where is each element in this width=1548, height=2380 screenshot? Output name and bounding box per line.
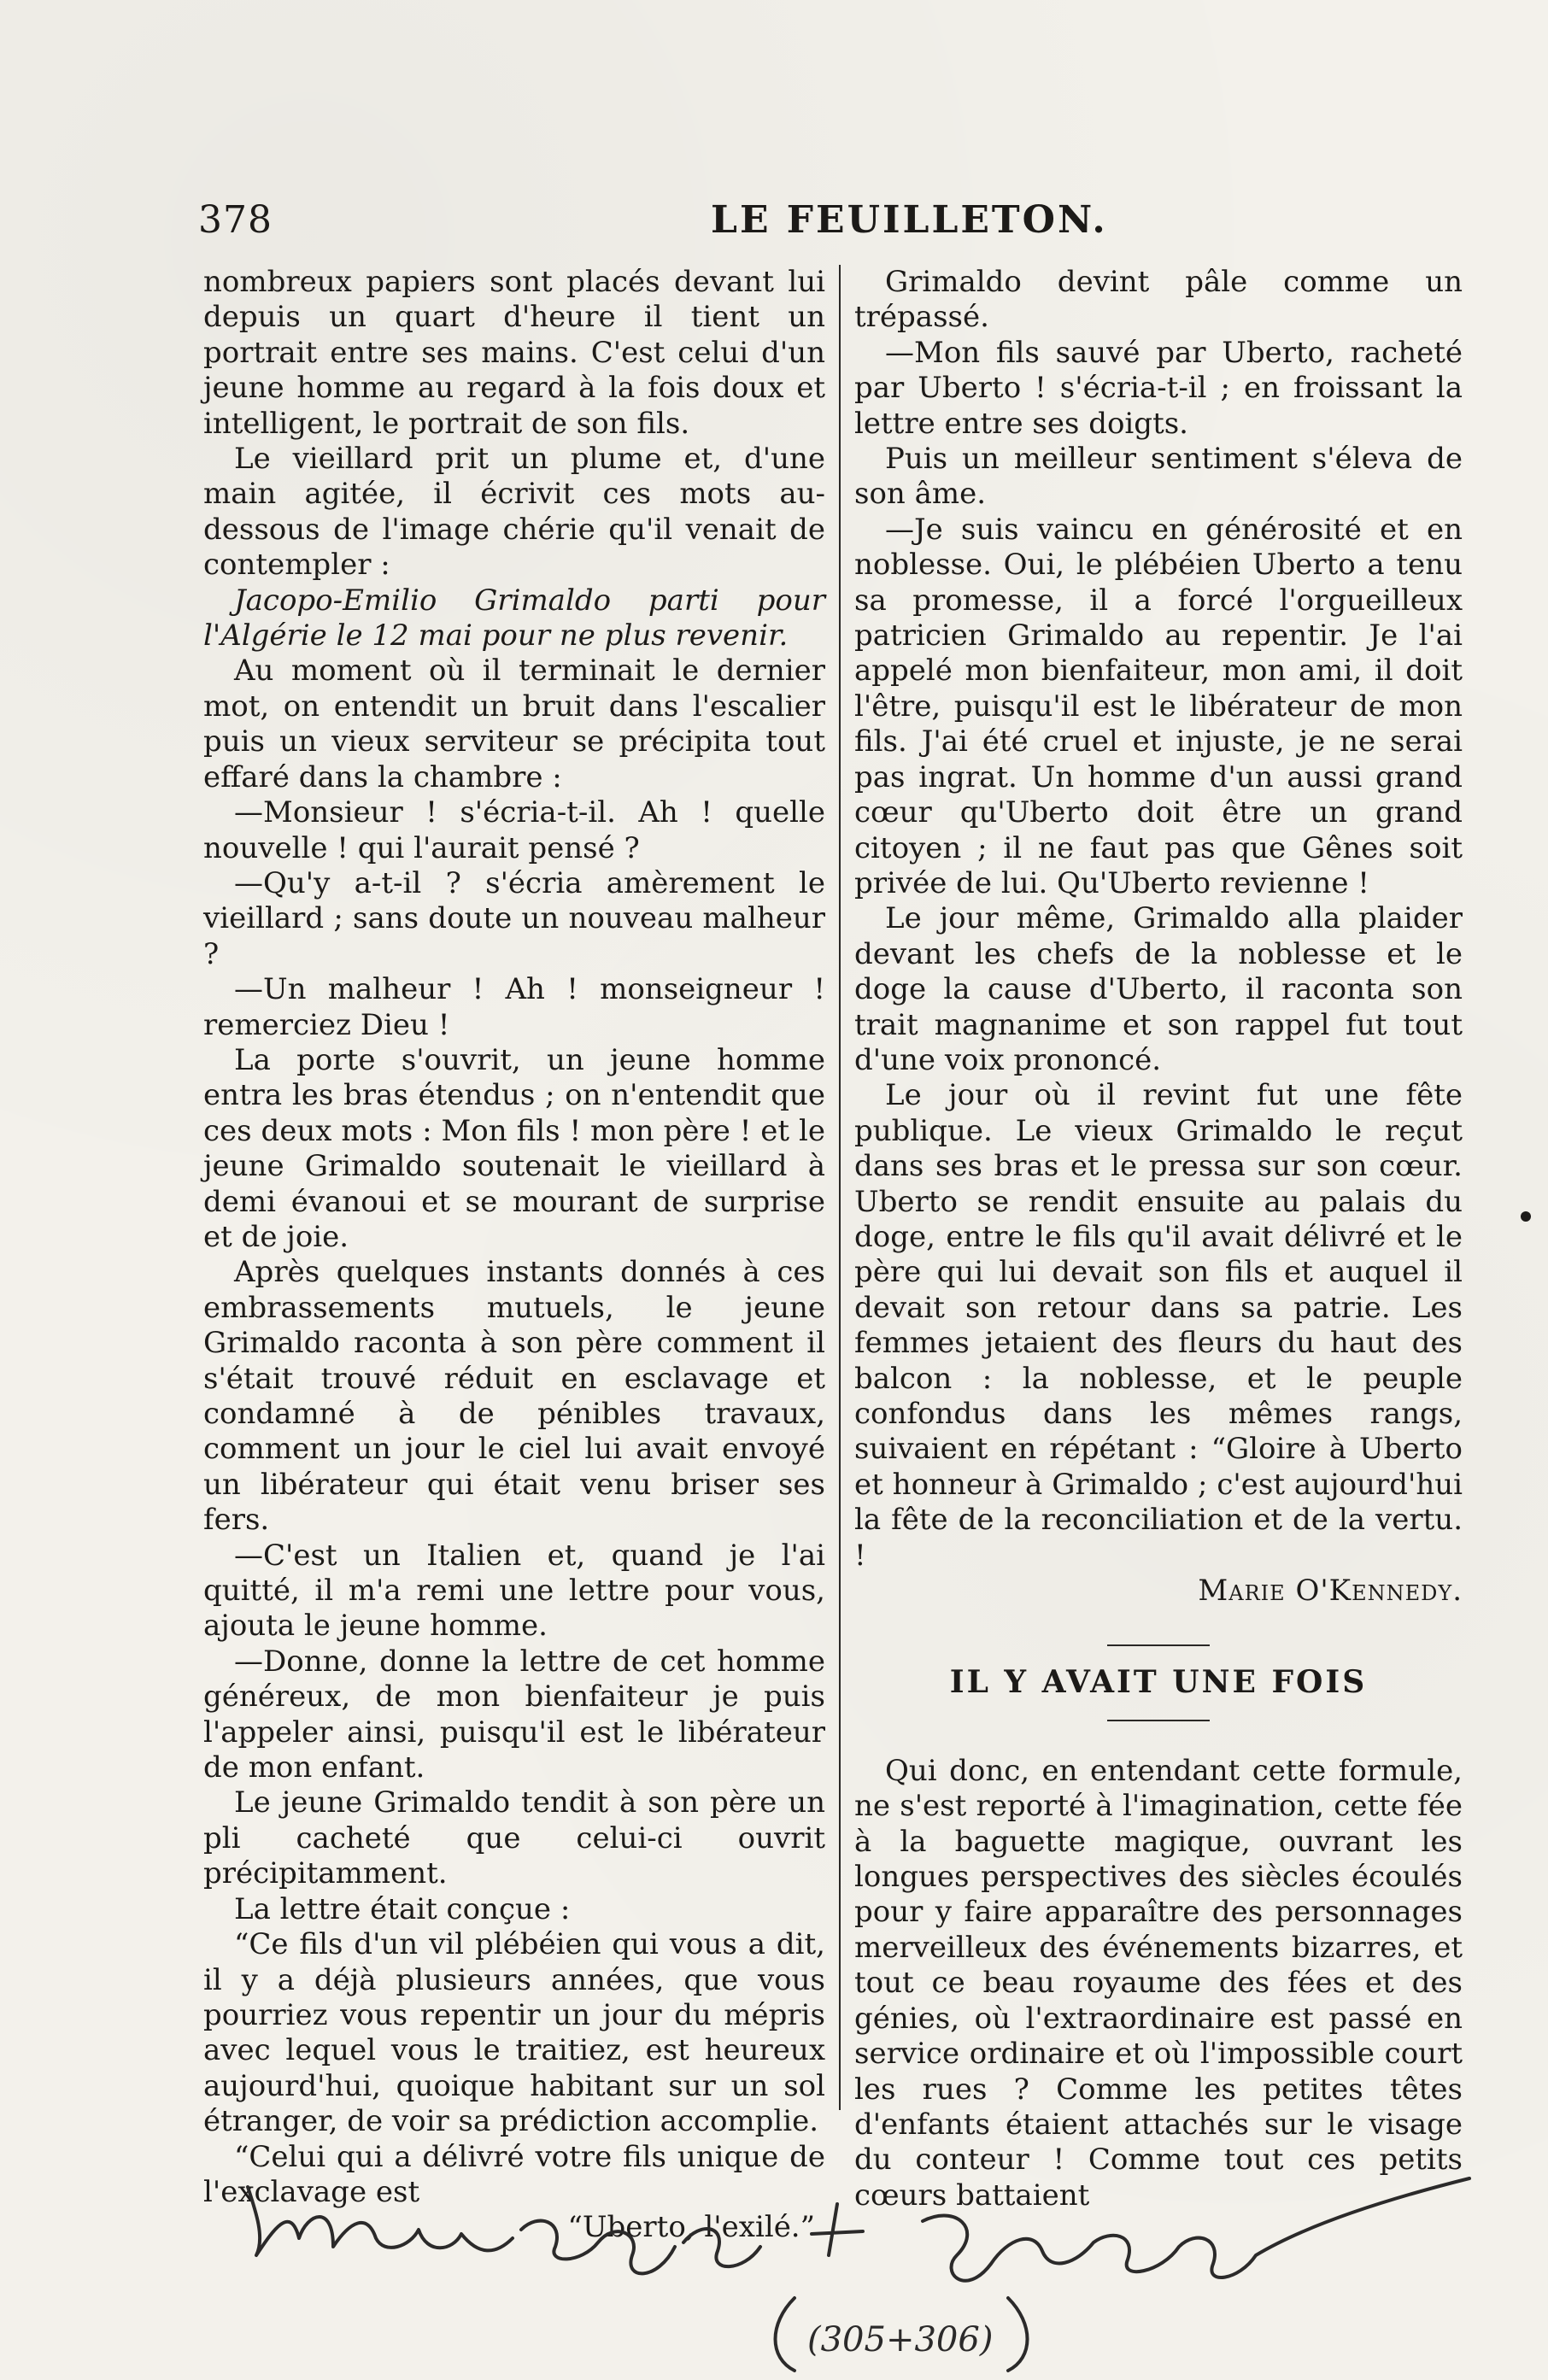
left-column	[203, 265, 825, 2246]
paragraph-letter: “Celui qui a délivré votre fils unique de l'exclavage est	[203, 2139, 825, 2209]
handwriting-stroke	[521, 2221, 675, 2274]
paragraph: —Qu'y a-t-il ? s'écria amèrement le vieillard ; sans doute un nouveau malheur ?	[203, 865, 825, 971]
paragraph-letter: “Ce fils d'un vil plébéien qui vous a dit, il y a déjà plusieurs années, que vous pourriez vous repentir un jour du mépris avec lequel vous le traitiez, est heureux aujourd'hui, quoique habitant sur un sol étranger, de voir sa prédiction accomplie.	[203, 1927, 825, 2139]
paragraph: —Je suis vaincu en générosité et en noblesse. Oui, le plébéien Uberto a tenu sa promesse, il a forcé l'orgueilleux patricien Grimaldo au repentir. Je l'ai appelé mon bienfaiteur, mon ami, il doit l'être, puisqu'il est le libérateur de mon fils. J'ai été cruel et injuste, je ne serai pas ingrat. Un homme d'un aussi grand cœur qu'Uberto doit être un grand citoyen ; il ne faut pas que Gênes soit privée de lui. Qu'Uberto revienne !	[854, 512, 1463, 900]
paragraph: Le vieillard prit un plume et, d'une main agitée, il écrivit ces mots au-dessous de l'image chérie qu'il venait de contempler :	[203, 442, 825, 583]
paragraph: Qui donc, en entendant cette formule, ne s'est reporté à l'imagination, cette fée à la baguette magique, ouvrant les longues perspectives des siècles écoulés pour y faire apparaître des personnages merveilleux des événements bizarres, et tout ce beau royaume des fées et des génies, où l'extraordinaire est passé en service ordinaire et où l'impossible court les rues ? Comme les petites têtes d'enfants étaient attachés sur le visage du conteur ! Comme tout ces petits cœurs battaient	[854, 1753, 1463, 2213]
paragraph: Grimaldo devint pâle comme un trépassé.	[854, 265, 1463, 335]
paragraph: nombreux papiers sont placés devant lui depuis un quart d'heure il tient un portrait entre ses mains. C'est celui d'un jeune homme au regard à la fois doux et intelligent, le portrait de son fils.	[203, 265, 825, 441]
margin-dot	[1521, 1211, 1531, 1222]
paragraph: La porte s'ouvrit, un jeune homme entra les bras étendus ; on n'entendit que ces deux mots : Mon fils ! mon père ! et le jeune Grimaldo soutenait le vieillard à demi évanoui et se mourant de surprise et de joie.	[203, 1042, 825, 1254]
page-number: 378	[198, 198, 273, 242]
handwriting-stroke	[683, 2229, 760, 2266]
handwriting-stroke	[1008, 2298, 1028, 2371]
paragraph: Après quelques instants donnés à ces embrassements mutuels, le jeune Grimaldo raconta à son père comment il s'était trouvé réduit en esclavage et condamné à de pénibles travaux, comment un jour le ciel lui avait envoyé un libérateur qui était venu briser ses fers.	[203, 1255, 825, 1538]
handwritten-page-range: (305+306)	[807, 2320, 994, 2359]
section-rule-top	[1107, 1644, 1210, 1646]
handwriting-stroke	[776, 2298, 795, 2371]
paragraph: —Mon fils sauvé par Uberto, racheté par Uberto ! s'écria-t-il ; en froissant la lettre entre ses doigts.	[854, 335, 1463, 441]
handwriting-stroke	[812, 2204, 863, 2255]
handwriting-stroke	[248, 2187, 513, 2255]
paragraph-inscription: Jacopo-Emilio Grimaldo parti pour l'Algérie le 12 mai pour ne plus revenir.	[203, 583, 825, 654]
paragraph: Le jeune Grimaldo tendit à son père un pli cacheté que celui-ci ouvrit précipitamment.	[203, 1785, 825, 1891]
paragraph: Le jour où il revint fut une fête publique. Le vieux Grimaldo le reçut dans ses bras et le pressa sur son cœur. Uberto se rendit ensuite au palais du doge, entre le fils qu'il avait délivré et le père qui lui devait son fils et auquel il devait son retour dans sa patrie. Les femmes jetaient des fleurs du haut des balcon : la noblesse, et le peuple confondus dans les mêmes rangs, suivaient en répétant : “Gloire à Uberto et honneur à Grimaldo ; c'est aujourd'hui la fête de la reconciliation et de la vertu. !	[854, 1078, 1463, 1573]
paragraph: Au moment où il terminait le dernier mot, on entendit un bruit dans l'escalier puis un vieux serviteur se précipita tout effaré dans la chambre :	[203, 654, 825, 794]
author-signature: Marie O'Kennedy.	[1198, 1574, 1463, 1609]
paragraph: —Un malheur ! Ah ! monseigneur ! remerciez Dieu !	[203, 972, 825, 1042]
paragraph: La lettre était conçue :	[234, 1891, 571, 1926]
handwriting-stroke	[923, 2178, 1469, 2281]
paragraph: —Donne, donne la lettre de cet homme généreux, de mon bienfaiteur je puis l'appeler ainsi, puisqu'il est le libérateur de mon enfant.	[203, 1644, 825, 1785]
letter-signature: “Uberto, l'exilé.”	[567, 2210, 815, 2245]
section-rule-bottom	[1107, 1720, 1210, 1721]
paragraph: Le jour même, Grimaldo alla plaider devant les chefs de la noblesse et le doge la cause d'Uberto, il raconta son trait magnanime et son rappel fut tout d'une voix prononcé.	[854, 901, 1463, 1077]
column-divider	[839, 265, 841, 2110]
page-header	[198, 198, 1463, 258]
paragraph: —C'est un Italien et, quand je l'ai quitté, il m'a remi une lettre pour vous, ajouta le jeune homme.	[203, 1538, 825, 1644]
section-title: IL Y AVAIT UNE FOIS	[949, 1664, 1368, 1701]
paragraph: —Monsieur ! s'écria-t-il. Ah ! quelle nouvelle ! qui l'aurait pensé ?	[203, 795, 825, 865]
right-column	[854, 265, 1463, 2213]
running-title: LE FEUILLETON.	[711, 198, 1108, 242]
paragraph: Puis un meilleur sentiment s'éleva de son âme.	[854, 442, 1463, 512]
handwritten-annotation	[239, 2153, 1486, 2375]
